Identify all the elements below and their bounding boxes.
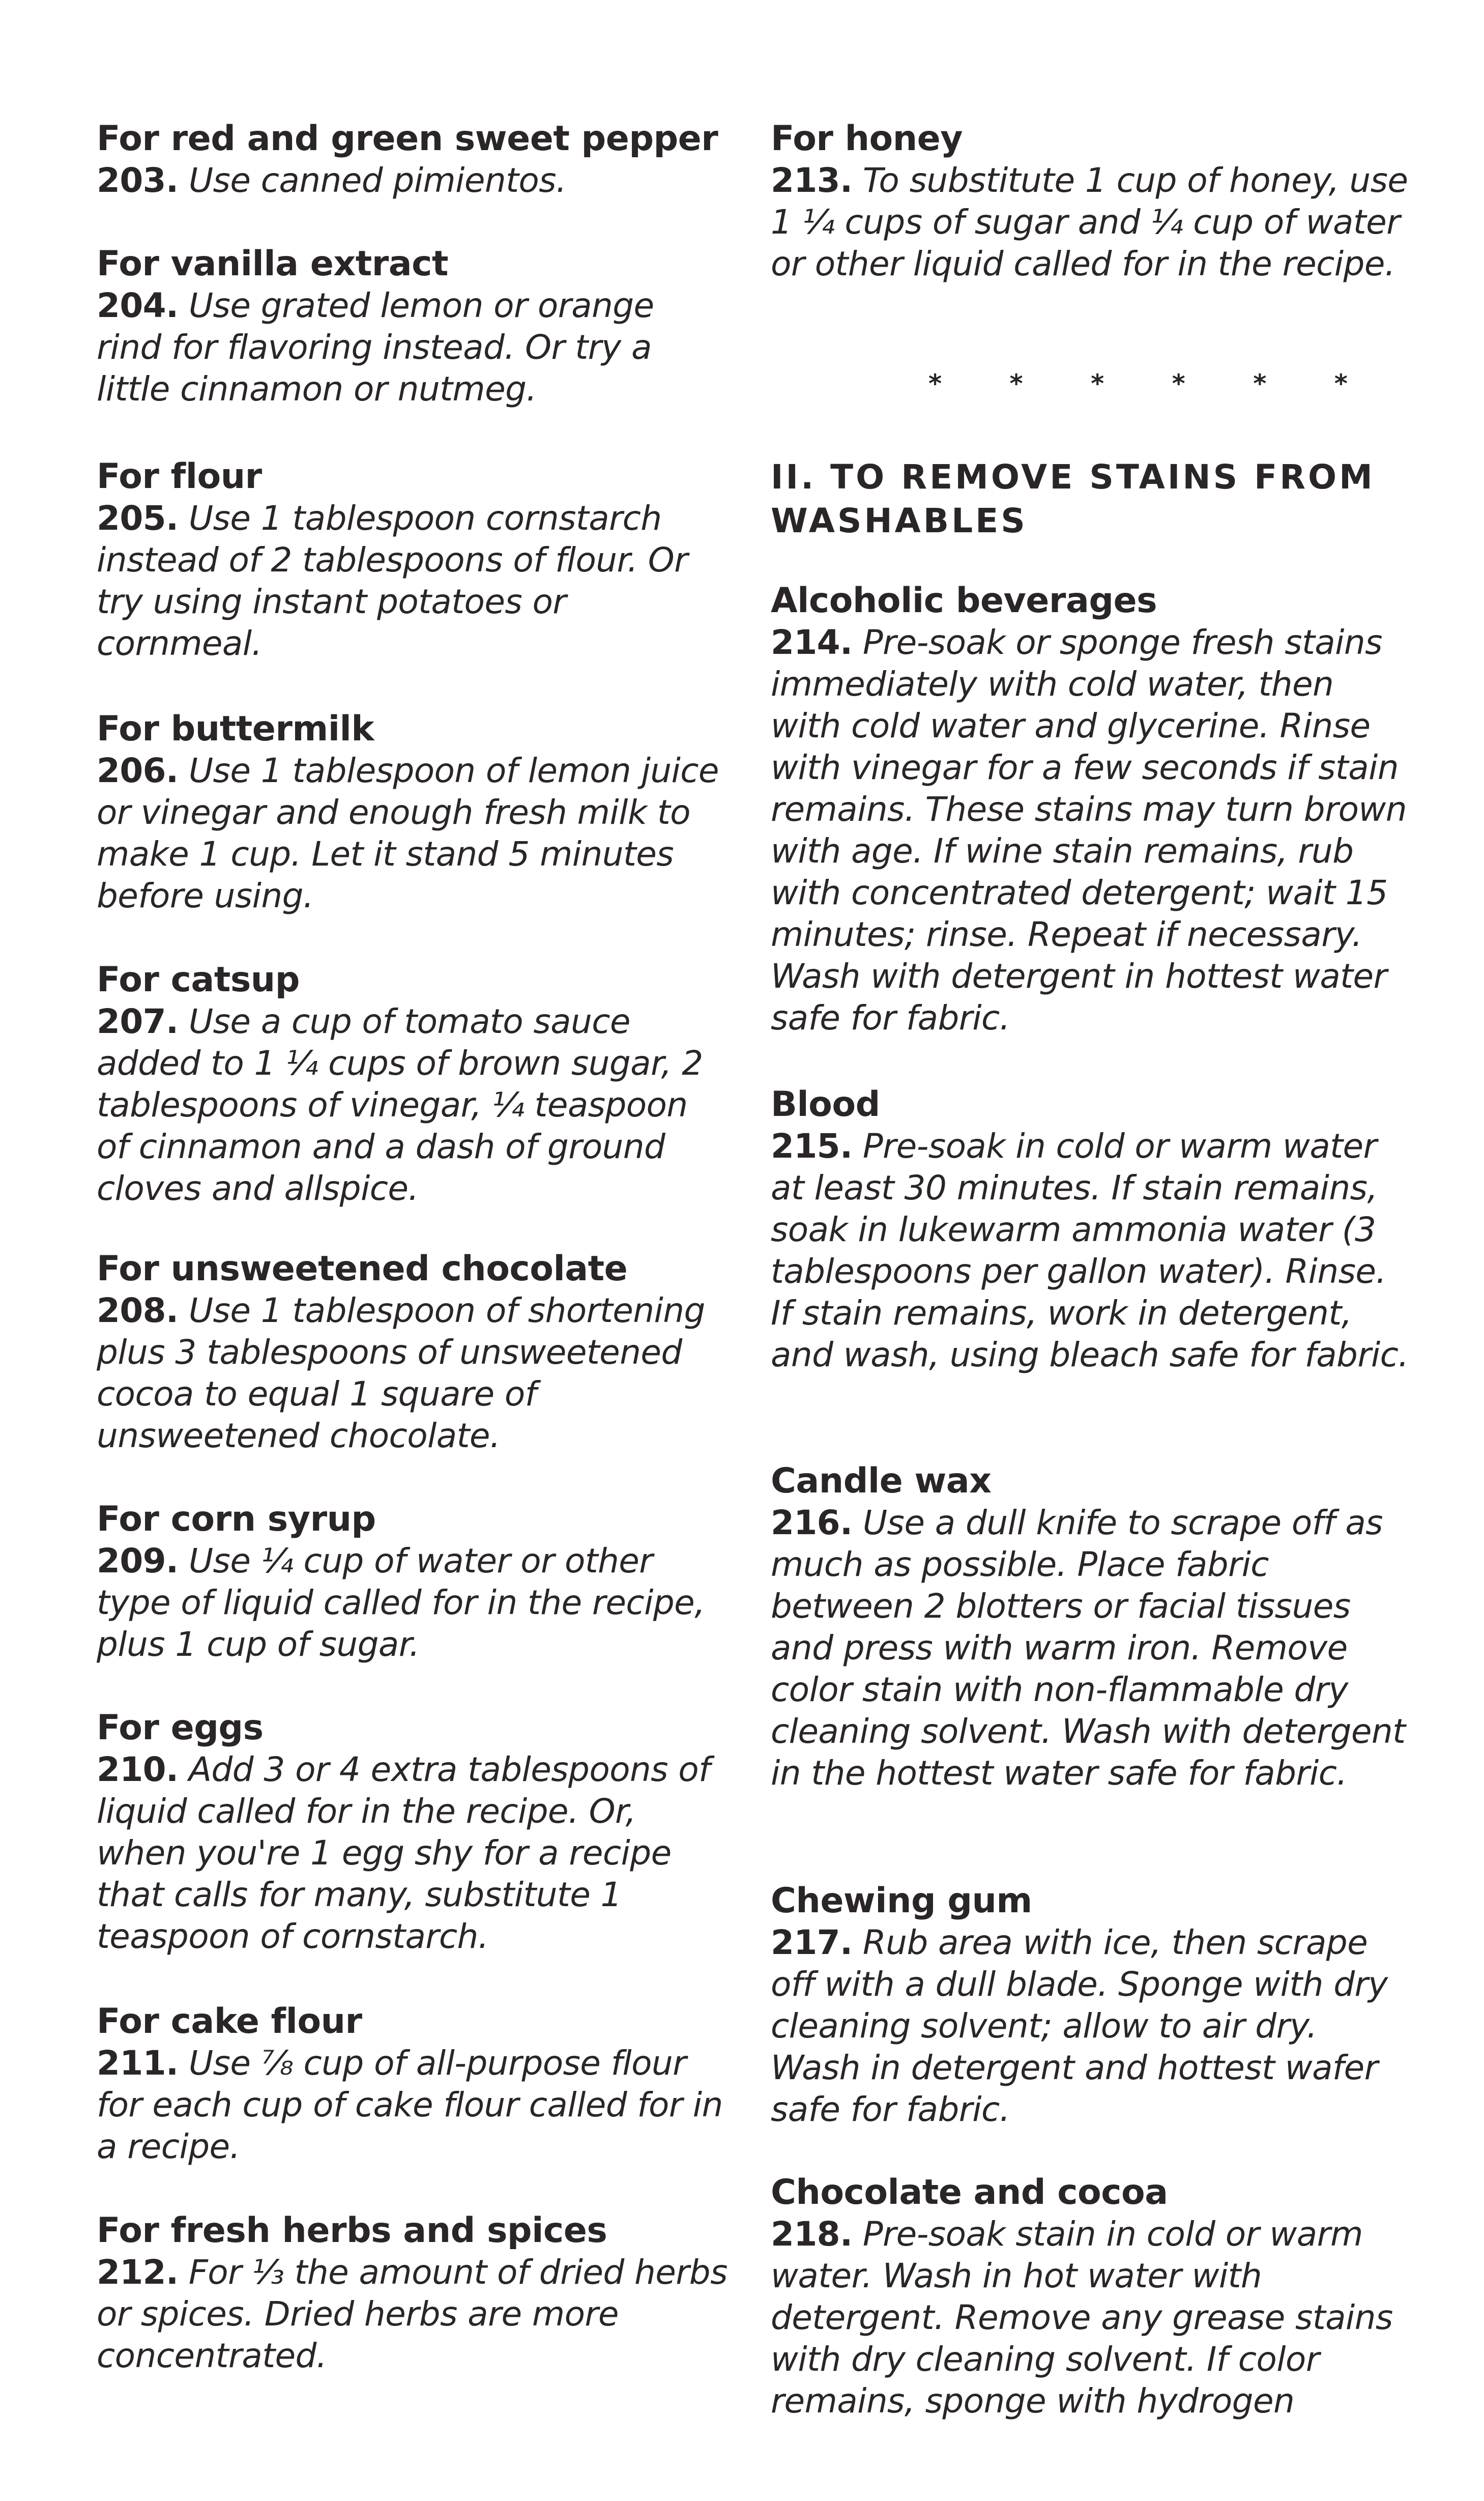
entry-text: Use a cup of tomato sauce added to 1 ¼ cups of brown sugar, 2 tablespoons of vinegar, ¼ teaspoon of cinnamon and a dash of ground cloves and allspice.: [97, 1002, 703, 1208]
entry-heading: For unsweetened chocolate: [97, 1249, 628, 1289]
entry-vanilla-extract: [97, 243, 728, 410]
entry-text: Use ⅞ cup of all-purpose flour for each cup of cake flour called for in a recipe.: [97, 2044, 723, 2166]
entry-heading: Chewing gum: [771, 1881, 1032, 1921]
entry-heading: Chocolate and cocoa: [771, 2172, 1168, 2212]
entry-heading: For eggs: [97, 1708, 264, 1748]
entry-text: Use 1 tablespoon cornstarch instead of 2 tablespoons of flour. Or try using instant potatoes or cornmeal.: [97, 499, 688, 663]
entry-number: 214.: [771, 623, 853, 662]
entry-text: Pre-soak in cold or warm water at least 30 minutes. If stain remains, soak in lukewarm ammonia water (3 tablespoons per gallon water). Rinse. If stain remains, work in detergent, and wash, using bleach safe for fabric.: [771, 1127, 1409, 1374]
entry-sweet-pepper: [97, 118, 728, 202]
entry-body: [771, 2213, 1412, 2422]
entry-number: 215.: [771, 1127, 853, 1166]
entry-chocolate-cocoa: [771, 2172, 1412, 2422]
entry-corn-syrup: [97, 1499, 728, 1665]
entry-body: [97, 1001, 728, 1210]
entry-unsweetened-chocolate: [97, 1248, 728, 1457]
entry-text: Use a dull knife to scrape off as much as possible. Place fabric between 2 blotters or facial tissues and press with warm iron. Remove color stain with non-flammable dry cleaning solvent. Wash with detergent in the hottest water safe for fabric.: [771, 1503, 1406, 1793]
entry-heading: For cake flour: [97, 2001, 362, 2042]
entry-body: [97, 160, 728, 202]
entry-heading: For catsup: [97, 960, 300, 1000]
entry-body: [97, 750, 728, 917]
entry-body: [97, 285, 728, 410]
entry-body: [97, 1540, 728, 1665]
entry-heading: For honey: [771, 119, 963, 159]
section-divider: * * * * * *: [928, 369, 1377, 398]
entry-heading: For buttermilk: [97, 709, 374, 749]
entry-number: 206.: [97, 751, 179, 790]
entry-number: 209.: [97, 1541, 179, 1580]
entry-body: [771, 622, 1412, 1039]
entry-chewing-gum: [771, 1880, 1412, 2131]
entry-number: 213.: [771, 161, 853, 200]
entry-text: Pre-soak stain in cold or warm water. Wash in hot water with detergent. Remove any grease stains with dry cleaning solvent. If color remains, sponge with hydrogen: [771, 2215, 1393, 2421]
entry-heading: For fresh herbs and spices: [97, 2210, 607, 2251]
entry-buttermilk: [97, 708, 728, 917]
entry-number: 216.: [771, 1503, 853, 1542]
entry-body: [97, 2252, 728, 2377]
entry-body: [97, 1290, 728, 1457]
entry-text: Use canned pimientos.: [188, 161, 567, 200]
entry-body: [771, 1502, 1412, 1794]
entry-body: [97, 498, 728, 665]
entry-heading: Blood: [771, 1084, 880, 1125]
entry-body: [771, 1126, 1412, 1376]
entry-number: 208.: [97, 1291, 179, 1330]
entry-number: 203.: [97, 161, 179, 200]
entry-blood: [771, 1084, 1412, 1376]
entry-catsup: [97, 959, 728, 1210]
entry-heading: For flour: [97, 456, 262, 497]
entry-body: [97, 1749, 728, 1958]
entry-candle-wax: [771, 1460, 1412, 1794]
entry-text: To substitute 1 cup of honey, use 1 ¼ cups of sugar and ¼ cup of water or other liquid called for in the recipe.: [771, 161, 1408, 283]
entry-body: [771, 160, 1412, 285]
entry-honey: [771, 118, 1412, 285]
entry-number: 217.: [771, 1923, 853, 1962]
entry-heading: Alcoholic beverages: [771, 581, 1157, 621]
entry-text: Use 1 tablespoon of lemon juice or vinegar and enough fresh milk to make 1 cup. Let it stand 5 minutes before using.: [97, 751, 719, 915]
entry-number: 218.: [771, 2215, 853, 2254]
entry-number: 211.: [97, 2044, 179, 2083]
entry-heading: For vanilla extract: [97, 244, 448, 284]
entry-flour: [97, 456, 728, 665]
entry-fresh-herbs: [97, 2210, 728, 2377]
entry-text: For ⅓ the amount of dried herbs or spices. Dried herbs are more concentrated.: [97, 2253, 728, 2375]
entry-alcoholic-beverages: [771, 580, 1412, 1039]
entry-text: Rub area with ice, then scrape off with a dull blade. Sponge with dry cleaning solvent; allow to air dry. Wash in detergent and hottest wafer safe for fabric.: [771, 1923, 1388, 2129]
entry-number: 205.: [97, 499, 179, 538]
entry-text: Pre-soak or sponge fresh stains immediately with cold water, then with cold water and glycerine. Rinse with vinegar for a few seconds if stain remains. These stains may turn brown with age. If wine stain remains, rub with concentrated detergent; wait 15 minutes; rinse. Repeat if necessary. Wash with detergent in hottest water safe for fabric.: [771, 623, 1407, 1038]
entry-text: Use 1 tablespoon of shortening plus 3 tablespoons of unsweetened cocoa to equal 1 square of unsweetened chocolate.: [97, 1291, 705, 1455]
section-title: II. TO REMOVE STAINS FROM WASHABLES: [771, 457, 1375, 540]
entry-number: 210.: [97, 1750, 179, 1789]
entry-body: [97, 2043, 728, 2168]
entry-number: 212.: [97, 2253, 179, 2292]
entry-number: 204.: [97, 286, 179, 325]
entry-eggs: [97, 1707, 728, 1958]
entry-heading: Candle wax: [771, 1461, 992, 1501]
entry-text: Use ¼ cup of water or other type of liquid called for in the recipe, plus 1 cup of sugar.: [97, 1541, 705, 1664]
entry-cake-flour: [97, 2001, 728, 2168]
entry-number: 207.: [97, 1002, 179, 1041]
entry-text: Add 3 or 4 extra tablespoons of liquid called for in the recipe. Or, when you're 1 egg shy for a recipe that calls for many, substitute 1 teaspoon of cornstarch.: [97, 1750, 710, 1956]
entry-body: [771, 1922, 1412, 2131]
entry-heading: For red and green sweet pepper: [97, 119, 718, 159]
entry-heading: For corn syrup: [97, 1499, 376, 1539]
entry-text: Use grated lemon or orange rind for flavoring instead. Or try a little cinnamon or nutmeg.: [97, 286, 654, 409]
